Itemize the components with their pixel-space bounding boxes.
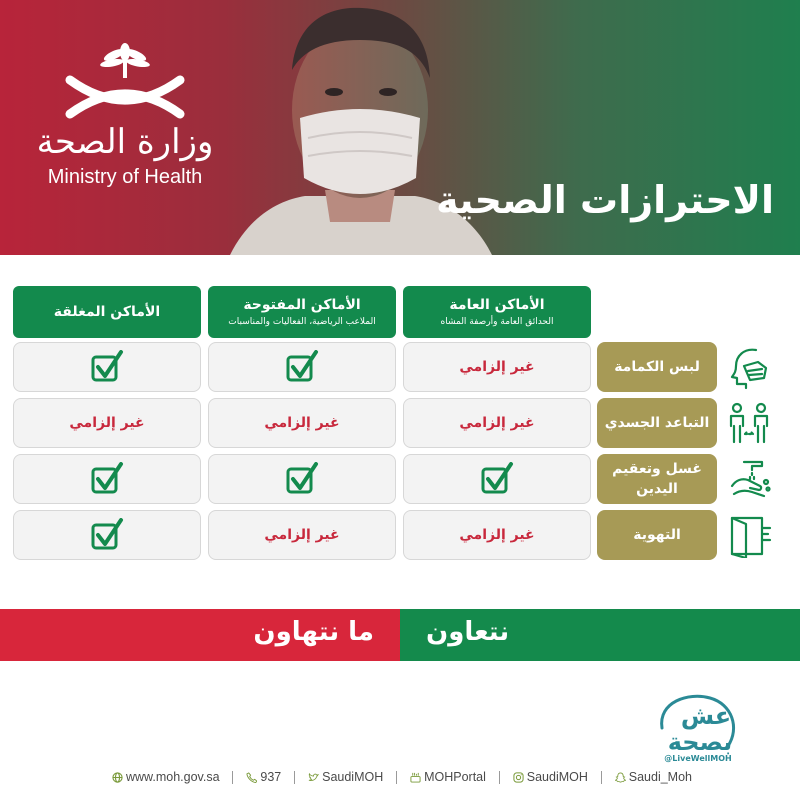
cell-ventilation-closed: [13, 510, 201, 560]
column-subtitle: الحدائق العامة وأرصفة المشاه: [440, 317, 554, 327]
moh-logo: [30, 38, 220, 198]
footer-divider: [499, 771, 500, 784]
youtube-icon: [410, 772, 421, 783]
ventilation-window-icon: [726, 512, 772, 558]
instagram-text: SaudiMOH: [526, 770, 588, 784]
cell-ventilation-public: [403, 510, 591, 560]
twitter-icon: [308, 772, 319, 783]
cell-mask-public: [403, 342, 591, 392]
slogan-red-band: [0, 609, 400, 661]
website-text: www.moh.gov.sa: [126, 770, 220, 784]
twitter-text: SaudiMOH: [322, 770, 384, 784]
youtube-text: MOHPortal: [424, 770, 486, 784]
header-banner: [0, 0, 800, 255]
footer-contacts: [112, 768, 692, 786]
campaign-line1: عش: [680, 702, 732, 730]
face-mask-icon: [726, 344, 772, 390]
row-label-mask: لبس الكمامة: [597, 342, 717, 392]
logo-arabic-text: وزارة الصحة: [36, 122, 214, 162]
page-title: الاحترازات الصحية: [436, 178, 774, 222]
footer-website[interactable]: [112, 770, 220, 784]
campaign-handle: @LiveWellMOH: [664, 754, 732, 763]
column-header-open: [208, 286, 396, 338]
footer-phone[interactable]: [246, 770, 281, 784]
phone-text: 937: [260, 770, 282, 784]
footer-youtube[interactable]: [410, 770, 486, 784]
footer-divider: [396, 771, 397, 784]
logo-english-text: Ministry of Health: [47, 166, 203, 188]
checkmark-icon: [480, 462, 514, 496]
slogan-left-text: ما نتهاون: [253, 617, 374, 647]
cell-distancing-open: [208, 398, 396, 448]
moh-palm-swords-emblem: [30, 38, 220, 122]
checkmark-icon: [285, 350, 319, 384]
not-mandatory-text: غير إلزامي: [459, 527, 535, 543]
column-title: الأماكن المغلقة: [53, 304, 161, 320]
column-subtitle: الملاعب الرياضية، الفعاليات والمناسبات: [228, 317, 376, 327]
not-mandatory-text: غير إلزامي: [69, 415, 145, 431]
column-title: الأماكن العامة: [449, 297, 545, 313]
snapchat-icon: [615, 772, 626, 783]
not-mandatory-text: غير إلزامي: [264, 415, 340, 431]
checkmark-icon: [90, 462, 124, 496]
globe-icon: [112, 772, 123, 783]
hand-wash-icon: [726, 456, 772, 502]
row-label-distancing: التباعد الجسدي: [597, 398, 717, 448]
cell-hand-wash-open: [208, 454, 396, 504]
phone-icon: [246, 772, 257, 783]
instagram-icon: [513, 772, 524, 783]
footer-snapchat[interactable]: [615, 770, 692, 784]
row-label-ventilation: التهوية: [597, 510, 717, 560]
cell-hand-wash-closed: [13, 454, 201, 504]
checkmark-icon: [90, 518, 124, 552]
campaign-line2: بصحة: [667, 728, 733, 756]
column-title: الأماكن المفتوحة: [243, 297, 361, 313]
checkmark-icon: [285, 462, 319, 496]
not-mandatory-text: غير إلزامي: [264, 527, 340, 543]
snapchat-text: Saudi_Moh: [628, 770, 692, 784]
cell-mask-closed: [13, 342, 201, 392]
cell-mask-open: [208, 342, 396, 392]
column-header-public: [403, 286, 591, 338]
checkmark-icon: [90, 350, 124, 384]
cell-hand-wash-public: [403, 454, 591, 504]
cell-distancing-public: [403, 398, 591, 448]
footer-divider: [601, 771, 602, 784]
footer-instagram[interactable]: [513, 770, 588, 784]
cell-ventilation-open: [208, 510, 396, 560]
footer-divider: [294, 771, 295, 784]
footer-divider: [232, 771, 233, 784]
row-label-hand-wash: غسل وتعقيم اليدين: [597, 454, 717, 504]
social-distance-icon: [726, 400, 772, 446]
column-header-closed: [13, 286, 201, 338]
not-mandatory-text: غير إلزامي: [459, 359, 535, 375]
footer-twitter[interactable]: [308, 770, 383, 784]
slogan-right-text: نتعاون: [426, 617, 510, 647]
not-mandatory-text: غير إلزامي: [459, 415, 535, 431]
cell-distancing-closed: [13, 398, 201, 448]
slogan-green-band: [400, 609, 800, 661]
